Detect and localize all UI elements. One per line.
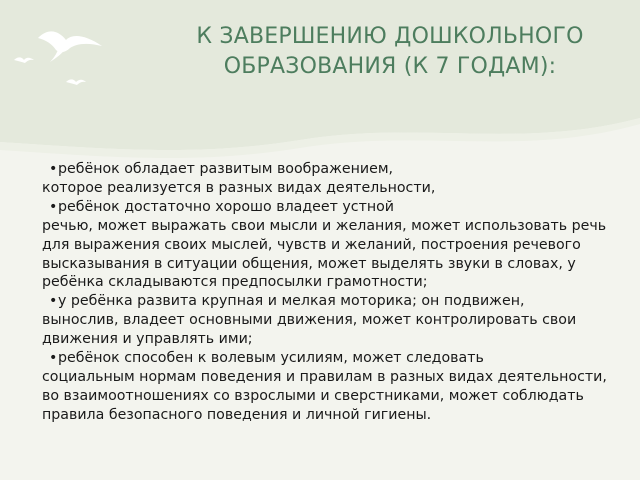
list-item-lead: ребёнок способен к волевым усилиям, может следовать xyxy=(58,350,484,367)
list-item xyxy=(42,292,617,349)
list-item-first-line xyxy=(42,349,617,368)
list-item-first-line xyxy=(42,160,617,179)
slide-title-line-2: ОБРАЗОВАНИЯ (К 7 ГОДАМ): xyxy=(223,54,557,79)
slide-title xyxy=(160,22,620,82)
list-item-first-line xyxy=(42,292,617,311)
list-item xyxy=(42,160,617,198)
list-item xyxy=(42,349,617,425)
list-item-lead: у ребёнка развита крупная и мелкая моторика; он подвижен, xyxy=(58,293,525,310)
flying-birds-icon xyxy=(0,0,160,110)
list-item-text: вынослив, владеет основными движения, может контролировать свои движения и управлять ими; xyxy=(42,312,577,348)
slide-title-line-1: К ЗАВЕРШЕНИЮ ДОШКОЛЬНОГО xyxy=(196,24,584,49)
list-item-lead: ребёнок достаточно хорошо владеет устной xyxy=(58,198,395,215)
bullet-icon: • xyxy=(49,293,58,310)
bullet-list xyxy=(42,160,617,425)
list-item-lead: ребёнок обладает развитым воображением, xyxy=(58,161,394,177)
list-item-first-line xyxy=(42,198,617,217)
list-item-text: речью, может выражать свои мысли и желания, может использовать речь для выражения своих мыслей, чувств и желаний, построения речевого высказывания в ситуации общения, может выделять звуки в словах, у ребёнка складываются предпосылки грамотности; xyxy=(42,217,607,291)
bullet-icon: • xyxy=(49,350,58,367)
bullet-icon: • xyxy=(49,198,58,215)
list-item xyxy=(42,198,617,293)
list-item-text: социальным нормам поведения и правилам в разных видах деятельности, во взаимоотношениях со взрослыми и сверстниками, может соблюдать правила безопасного поведения и личной гигиены. xyxy=(42,368,607,423)
list-item-text: которое реализуется в разных видах деятельности, xyxy=(42,179,436,196)
bullet-icon: • xyxy=(49,161,58,177)
